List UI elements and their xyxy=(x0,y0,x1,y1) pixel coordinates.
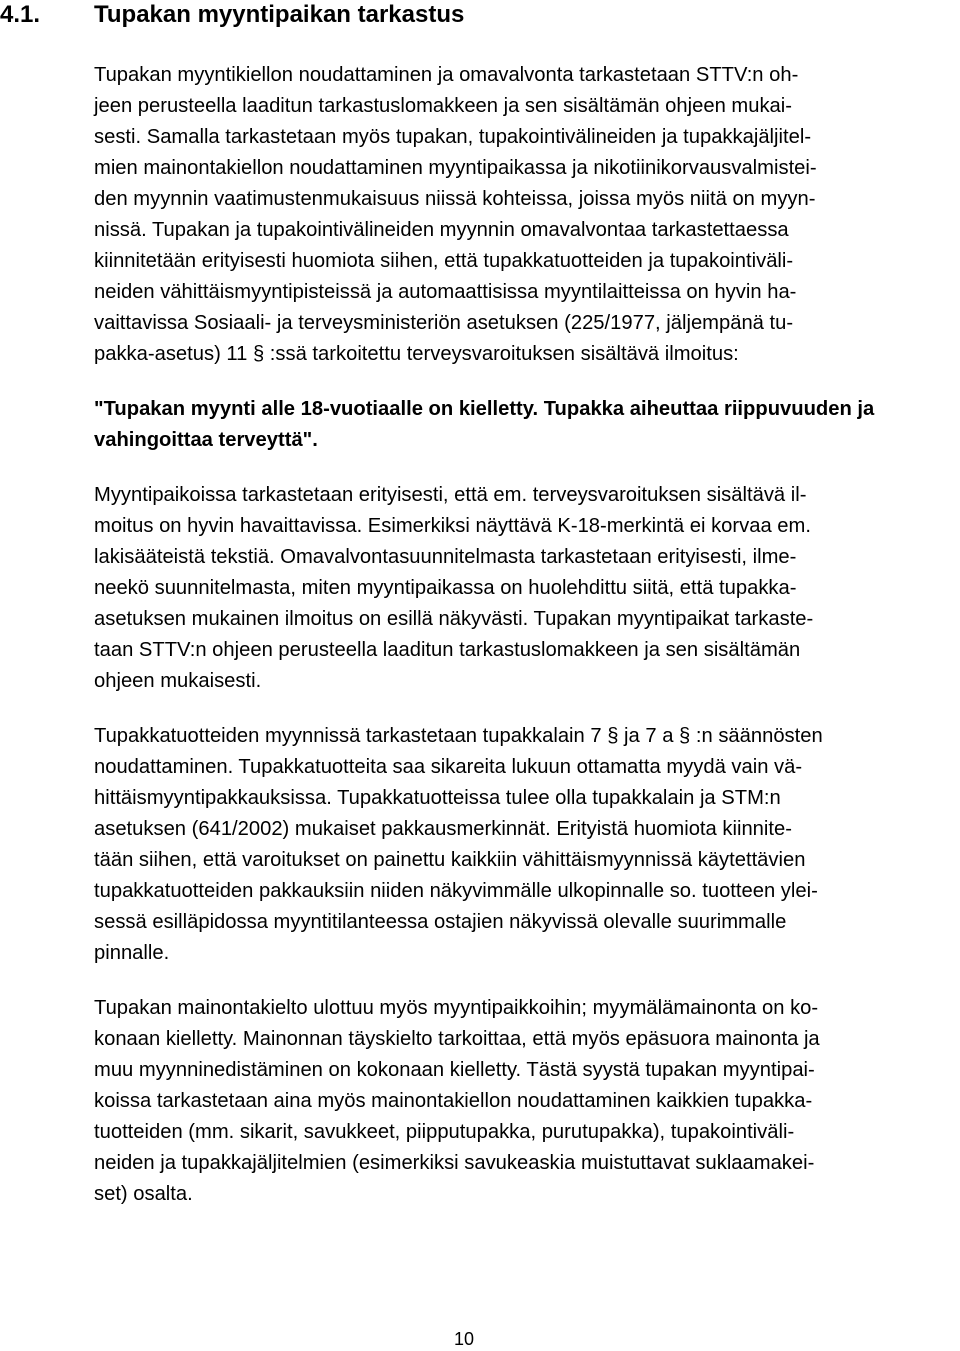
text-line: vaittavissa Sosiaali- ja terveysministeriön asetuksen (225/1977, jäljempänä tu- xyxy=(94,312,794,334)
text-line: tupakkatuotteiden pakkauksiin niiden näkyvimmälle ulkopinnalle so. tuotteen ylei- xyxy=(94,880,818,902)
paragraph-spacer xyxy=(94,370,960,394)
text-line: pakka-asetus) 11 § :ssä tarkoitettu terveysvaroituksen sisältävä ilmoitus: xyxy=(94,343,739,365)
text-line: Myyntipaikoissa tarkastetaan erityisesti, että em. terveysvaroituksen sisältävä il- xyxy=(94,484,807,506)
text-line: ohjeen mukaisesti. xyxy=(94,670,262,692)
text-line: moitus on hyvin havaittavissa. Esimerkiksi näyttävä K-18-merkintä ei korvaa em. xyxy=(94,515,811,537)
text-line: asetuksen (641/2002) mukaiset pakkausmerkinnät. Erityistä huomiota kiinnite- xyxy=(94,818,792,840)
text-line: kiinnitetään erityisesti huomiota siihen, että tupakkatuotteiden ja tupakointiväli- xyxy=(94,250,794,272)
text-line: Tupakan mainontakielto ulottuu myös myyntipaikkoihin; myymälämainonta on ko- xyxy=(94,997,819,1019)
text-line: lakisääteistä tekstiä. Omavalvontasuunnitelmasta tarkastetaan erityisesti, ilme- xyxy=(94,546,797,568)
text-line: pinnalle. xyxy=(94,942,170,964)
text-line: neiden ja tupakkajäljitelmien (esimerkiksi savukeaskia muistuttavat suklaamakei- xyxy=(94,1152,815,1174)
paragraph-advertising-ban xyxy=(94,993,960,1210)
text-line: koissa tarkastetaan aina myös mainontakiellon noudattaminen kaikkien tupakka- xyxy=(94,1090,813,1112)
text-line: Tupakan myyntikiellon noudattaminen ja omavalvonta tarkastetaan STTV:n oh- xyxy=(94,64,799,86)
text-line: set) osalta. xyxy=(94,1183,193,1205)
text-line: jeen perusteella laaditun tarkastuslomakkeen ja sen sisältämän ohjeen mukai- xyxy=(94,95,792,117)
paragraph-tobacco-products xyxy=(94,721,960,969)
text-line: hittäismyyntipakkauksissa. Tupakkatuotteissa tulee olla tupakkalain ja STM:n xyxy=(94,787,781,809)
text-line: taan STTV:n ohjeen perusteella laaditun tarkastuslomakkeen ja sen sisältämän xyxy=(94,639,801,661)
text-line: noudattaminen. Tupakkatuotteita saa sikareita lukuun ottamatta myydä vain vä- xyxy=(94,756,803,778)
text-line: mien mainontakiellon noudattaminen myyntipaikassa ja nikotiinikorvausvalmistei- xyxy=(94,157,817,179)
text-line: muu myynninedistäminen on kokonaan kielletty. Tästä syystä tupakan myyntipai- xyxy=(94,1059,815,1081)
paragraph-spacer xyxy=(94,969,960,993)
warning-quote xyxy=(94,394,960,456)
paragraph-sales-ban xyxy=(94,60,960,370)
text-line: sesti. Samalla tarkastetaan myös tupakan, tupakointivälineiden ja tupakkajäljitel- xyxy=(94,126,812,148)
text-line: neekö suunnitelmasta, miten myyntipaikassa on huolehdittu siitä, että tupakka- xyxy=(94,577,797,599)
warning-line: vahingoittaa terveyttä". xyxy=(94,429,318,451)
paragraph-spacer xyxy=(94,697,960,721)
paragraph-spacer xyxy=(94,456,960,480)
text-line: asetuksen mukainen ilmoitus on esillä näkyvästi. Tupakan myyntipaikat tarkaste- xyxy=(94,608,814,630)
document-body xyxy=(94,60,960,1210)
text-line: nissä. Tupakan ja tupakointivälineiden myynnin omavalvontaa tarkastettaessa xyxy=(94,219,789,241)
section-number: 4.1. xyxy=(0,1,41,28)
text-line: sessä esilläpidossa myyntitilanteessa ostajien näkyvissä olevalle suurimmalle xyxy=(94,911,787,933)
section-heading xyxy=(0,0,960,36)
section-title: Tupakan myyntipaikan tarkastus xyxy=(94,1,465,28)
text-line: tään siihen, että varoitukset on painettu kaikkiin vähittäismyynnissä käytettävien xyxy=(94,849,806,871)
text-line: den myynnin vaatimustenmukaisuus niissä kohteissa, joissa myös niitä on myyn- xyxy=(94,188,816,210)
text-line: neiden vähittäismyyntipisteissä ja automaattisissa myyntilaitteissa on hyvin ha- xyxy=(94,281,797,303)
page-number: 10 xyxy=(453,1329,475,1349)
paragraph-inspection xyxy=(94,480,960,697)
warning-line: "Tupakan myynti alle 18-vuotiaalle on kielletty. Tupakka aiheuttaa riippuvuuden ja xyxy=(94,398,875,420)
text-line: tuotteiden (mm. sikarit, savukkeet, piipputupakka, purutupakka), tupakointiväli- xyxy=(94,1121,795,1143)
text-line: Tupakkatuotteiden myynnissä tarkastetaan tupakkalain 7 § ja 7 a § :n säännösten xyxy=(94,725,823,747)
text-line: konaan kielletty. Mainonnan täyskielto tarkoittaa, että myös epäsuora mainonta ja xyxy=(94,1028,820,1050)
